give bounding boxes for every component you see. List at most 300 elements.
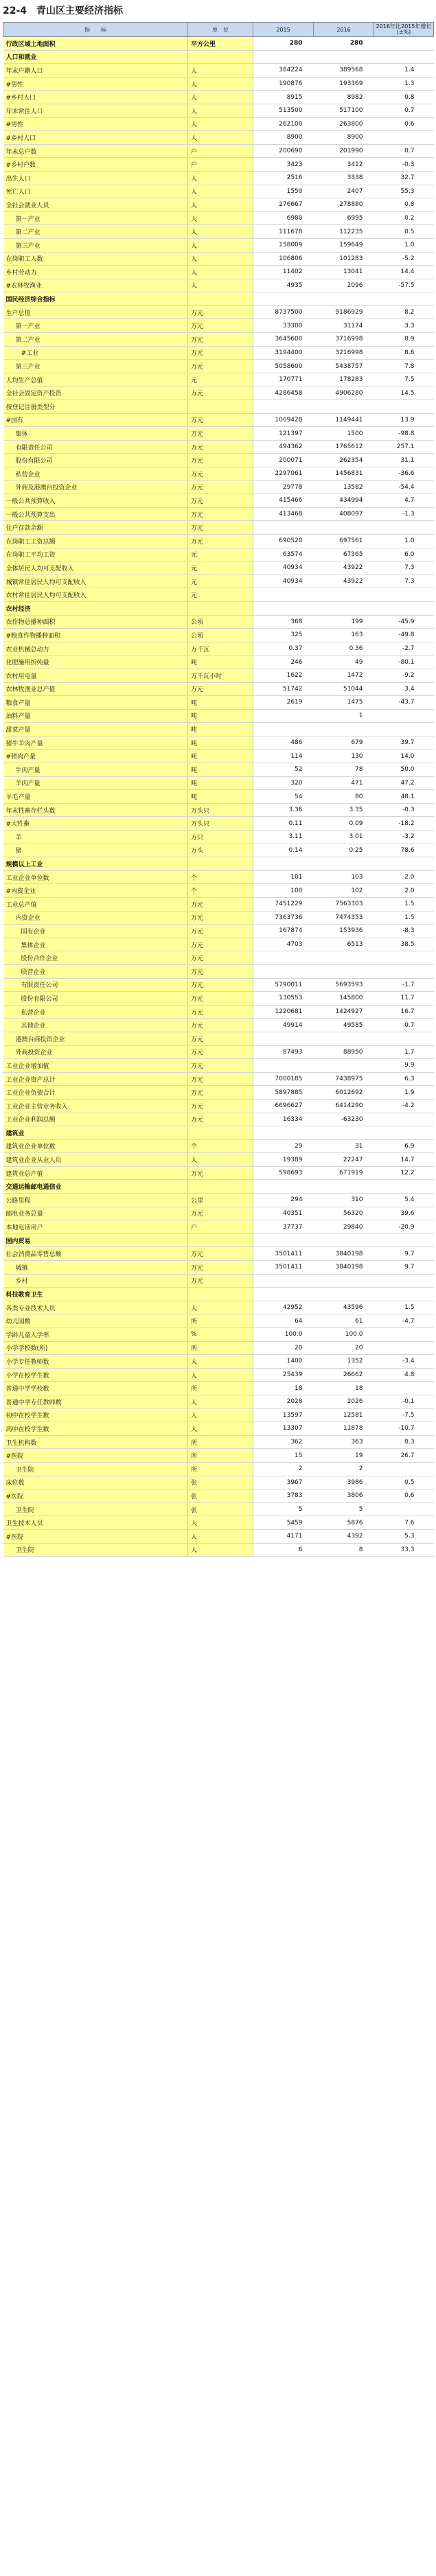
- table-row: [3, 1099, 434, 1113]
- indicator-cell: 农业机械总动力: [3, 642, 188, 655]
- change-cell: 6.0: [374, 548, 434, 561]
- table-row: [3, 1220, 434, 1234]
- table-row: [3, 776, 434, 790]
- table-row: [3, 588, 434, 602]
- value-2016-cell: [314, 857, 374, 871]
- unit-cell: 万元: [188, 346, 253, 360]
- indicator-cell: #乡村户数: [3, 158, 188, 172]
- change-cell: 3.3: [374, 319, 434, 333]
- value-2015-cell: 100.0: [253, 1328, 314, 1342]
- unit-cell: 人: [188, 91, 253, 104]
- change-cell: [374, 1328, 434, 1342]
- indicator-cell: #医院: [3, 1489, 188, 1503]
- unit-cell: 所: [188, 1341, 253, 1355]
- unit-cell: 万元: [188, 1005, 253, 1019]
- unit-cell: 万元: [188, 521, 253, 535]
- table-row: [3, 669, 434, 682]
- table-row: [3, 1019, 434, 1032]
- indicator-cell: #工业: [3, 346, 188, 360]
- table-body: [3, 37, 434, 1557]
- indicator-cell: 第二产业: [3, 333, 188, 347]
- indicator-cell: 工业企业主营业务收入: [3, 1099, 188, 1113]
- indicator-cell: 普通中学专任教师数: [3, 1395, 188, 1408]
- indicator-cell: 农林牧渔业总产值: [3, 682, 188, 696]
- change-cell: [374, 37, 434, 51]
- table-row: [3, 750, 434, 763]
- value-2016-cell: 20: [314, 1341, 374, 1355]
- value-2015-cell: 33300: [253, 319, 314, 333]
- value-2015-cell: 6696627: [253, 1099, 314, 1113]
- value-2016-cell: 5438757: [314, 360, 374, 373]
- indicator-cell: 国民经济综合指标: [3, 292, 188, 306]
- unit-cell: 万元: [188, 911, 253, 925]
- indicator-cell: 外商投资企业: [3, 1045, 188, 1059]
- change-cell: -0.7: [374, 1019, 434, 1032]
- table-row: [3, 723, 434, 736]
- unit-cell: 人: [188, 1422, 253, 1436]
- indicator-cell: 其他企业: [3, 1019, 188, 1032]
- change-cell: 5.4: [374, 1194, 434, 1207]
- indicator-cell: 行政区域土地面积: [3, 37, 188, 51]
- unit-cell: [188, 292, 253, 306]
- change-cell: 2.0: [374, 870, 434, 884]
- unit-cell: 万元: [188, 964, 253, 978]
- indicators-table: [3, 22, 434, 1557]
- table-row: [3, 1328, 434, 1342]
- change-cell: -0.3: [374, 803, 434, 817]
- unit-cell: 所: [188, 1462, 253, 1476]
- value-2016-cell: 18: [314, 1382, 374, 1395]
- change-cell: [374, 400, 434, 414]
- unit-cell: 人: [188, 198, 253, 212]
- value-2016-cell: 193369: [314, 77, 374, 91]
- value-2016-cell: [314, 400, 374, 414]
- unit-cell: 万元: [188, 386, 253, 400]
- value-2015-cell: 8900: [253, 131, 314, 145]
- value-2015-cell: [253, 50, 314, 64]
- value-2016-cell: 61: [314, 1314, 374, 1328]
- table-row: [3, 413, 434, 427]
- indicator-cell: #国有: [3, 413, 188, 427]
- value-2015-cell: 3501411: [253, 1261, 314, 1275]
- indicator-cell: 有限责任公司: [3, 978, 188, 992]
- change-cell: -10.7: [374, 1422, 434, 1436]
- value-2016-cell: 3216998: [314, 346, 374, 360]
- indicator-cell: #乡村人口: [3, 131, 188, 145]
- table-row: [3, 494, 434, 508]
- change-cell: [374, 1462, 434, 1476]
- value-2015-cell: 130553: [253, 992, 314, 1006]
- change-cell: 78.6: [374, 844, 434, 857]
- indicator-cell: 小学学校数(所): [3, 1341, 188, 1355]
- value-2016-cell: 6012692: [314, 1086, 374, 1100]
- change-cell: [374, 521, 434, 535]
- change-cell: [374, 1032, 434, 1045]
- value-2015-cell: 15: [253, 1449, 314, 1463]
- value-2016-cell: 2407: [314, 185, 374, 198]
- table-row: [3, 440, 434, 454]
- table-row: [3, 1449, 434, 1463]
- value-2015-cell: 3967: [253, 1476, 314, 1489]
- unit-cell: 张: [188, 1502, 253, 1516]
- value-2015-cell: 4703: [253, 938, 314, 951]
- indicator-cell: 股份有限公司: [3, 992, 188, 1006]
- unit-cell: 万元: [188, 534, 253, 548]
- change-cell: 50.0: [374, 763, 434, 777]
- value-2015-cell: 5058600: [253, 360, 314, 373]
- value-2015-cell: 42952: [253, 1301, 314, 1314]
- unit-cell: 万元: [188, 1261, 253, 1275]
- indicator-cell: 人口和就业: [3, 50, 188, 64]
- value-2015-cell: 3.11: [253, 831, 314, 844]
- unit-cell: 万元: [188, 1274, 253, 1288]
- value-2016-cell: [314, 521, 374, 535]
- indicator-cell: 国内贸易: [3, 1233, 188, 1247]
- table-row: [3, 467, 434, 481]
- value-2015-cell: 106806: [253, 252, 314, 266]
- value-2015-cell: 362: [253, 1435, 314, 1449]
- indicator-cell: 猪牛羊肉产量: [3, 736, 188, 750]
- change-cell: 1.3: [374, 77, 434, 91]
- change-cell: 39.7: [374, 736, 434, 750]
- value-2016-cell: 1149441: [314, 413, 374, 427]
- indicator-cell: 内资企业: [3, 911, 188, 925]
- value-2015-cell: 415466: [253, 494, 314, 508]
- indicator-cell: #男性: [3, 117, 188, 131]
- value-2016-cell: 51044: [314, 682, 374, 696]
- unit-cell: 吨: [188, 709, 253, 723]
- value-2015-cell: 384224: [253, 64, 314, 78]
- change-cell: 39.6: [374, 1207, 434, 1220]
- value-2015-cell: 368: [253, 615, 314, 629]
- table-row: [3, 615, 434, 629]
- change-cell: [374, 601, 434, 615]
- value-2016-cell: 7474353: [314, 911, 374, 925]
- value-2016-cell: 0.09: [314, 817, 374, 831]
- value-2016-cell: 5876: [314, 1516, 374, 1530]
- unit-cell: 人: [188, 64, 253, 78]
- change-cell: 0.2: [374, 211, 434, 225]
- value-2015-cell: 16334: [253, 1113, 314, 1126]
- table-row: [3, 64, 434, 78]
- value-2015-cell: 111678: [253, 225, 314, 239]
- change-cell: 14.0: [374, 750, 434, 763]
- indicator-cell: 第二产业: [3, 225, 188, 239]
- change-cell: 1.4: [374, 64, 434, 78]
- value-2016-cell: 102: [314, 884, 374, 898]
- indicator-cell: 第三产业: [3, 360, 188, 373]
- table-row: [3, 736, 434, 750]
- indicator-cell: 粮食产量: [3, 696, 188, 710]
- value-2016-cell: 278880: [314, 198, 374, 212]
- value-2015-cell: 2028: [253, 1395, 314, 1408]
- unit-cell: 户: [188, 144, 253, 158]
- value-2015-cell: 325: [253, 629, 314, 642]
- unit-cell: 万元: [188, 413, 253, 427]
- value-2015-cell: 64: [253, 1314, 314, 1328]
- value-2015-cell: 19389: [253, 1153, 314, 1167]
- indicator-cell: 年末牲畜存栏头数: [3, 803, 188, 817]
- indicator-cell: 农村常住居民人均可支配收入: [3, 588, 188, 602]
- value-2016-cell: 671919: [314, 1166, 374, 1180]
- value-2015-cell: 320: [253, 776, 314, 790]
- indicator-cell: 初中在校学生数: [3, 1408, 188, 1422]
- indicator-cell: 交通运输邮电通信业: [3, 1180, 188, 1194]
- table-row: [3, 1261, 434, 1275]
- unit-cell: 人: [188, 1301, 253, 1314]
- change-cell: 0.3: [374, 1435, 434, 1449]
- table-row: [3, 1032, 434, 1045]
- value-2016-cell: 43922: [314, 575, 374, 588]
- value-2015-cell: 167874: [253, 925, 314, 938]
- value-2016-cell: 43922: [314, 561, 374, 575]
- table-row: [3, 898, 434, 912]
- value-2016-cell: 8: [314, 1543, 374, 1557]
- value-2016-cell: 163: [314, 629, 374, 642]
- indicator-cell: 死亡人口: [3, 185, 188, 198]
- value-2015-cell: 0.14: [253, 844, 314, 857]
- unit-cell: 所: [188, 1449, 253, 1463]
- value-2015-cell: 280: [253, 37, 314, 51]
- table-row: [3, 696, 434, 710]
- value-2015-cell: 3783: [253, 1489, 314, 1503]
- value-2015-cell: 7451229: [253, 898, 314, 912]
- unit-cell: 万头: [188, 844, 253, 857]
- change-cell: [374, 1382, 434, 1395]
- value-2016-cell: 11878: [314, 1422, 374, 1436]
- unit-cell: [188, 1126, 253, 1140]
- change-cell: -3.2: [374, 831, 434, 844]
- value-2015-cell: 4171: [253, 1529, 314, 1543]
- value-2015-cell: [253, 964, 314, 978]
- change-cell: [374, 50, 434, 64]
- unit-cell: 万元: [188, 1099, 253, 1113]
- unit-cell: 户: [188, 158, 253, 172]
- value-2015-cell: 2619: [253, 696, 314, 710]
- indicator-cell: 生产总值: [3, 305, 188, 319]
- change-cell: 1.5: [374, 1301, 434, 1314]
- table-row: [3, 1247, 434, 1261]
- value-2016-cell: 1765612: [314, 440, 374, 454]
- indicator-cell: 羊毛产量: [3, 790, 188, 804]
- value-2016-cell: 3716998: [314, 333, 374, 347]
- change-cell: [374, 723, 434, 736]
- table-row: [3, 978, 434, 992]
- indicator-cell: 一般公共预算收入: [3, 494, 188, 508]
- value-2015-cell: 262100: [253, 117, 314, 131]
- value-2015-cell: 101: [253, 870, 314, 884]
- unit-cell: 吨: [188, 655, 253, 669]
- table-row: [3, 266, 434, 279]
- table-row: [3, 454, 434, 467]
- change-cell: 4.8: [374, 1368, 434, 1382]
- table-row: [3, 507, 434, 521]
- indicator-cell: 按登记注册类型分: [3, 400, 188, 414]
- unit-cell: [188, 857, 253, 871]
- indicator-cell: 小学在校学生数: [3, 1368, 188, 1382]
- value-2016-cell: 22247: [314, 1153, 374, 1167]
- value-2016-cell: 3806: [314, 1489, 374, 1503]
- indicator-cell: 学龄儿童入学率: [3, 1328, 188, 1342]
- table-row: [3, 1166, 434, 1180]
- unit-cell: 万元: [188, 305, 253, 319]
- change-cell: 1.5: [374, 911, 434, 925]
- value-2016-cell: 31174: [314, 319, 374, 333]
- table-row: [3, 91, 434, 104]
- table-row: [3, 1045, 434, 1059]
- value-2015-cell: 3194400: [253, 346, 314, 360]
- change-cell: -57.5: [374, 279, 434, 292]
- value-2015-cell: 1400: [253, 1355, 314, 1369]
- value-2016-cell: [314, 1126, 374, 1140]
- table-row: [3, 211, 434, 225]
- unit-cell: 吨: [188, 763, 253, 777]
- table-row: [3, 911, 434, 925]
- change-cell: -43.7: [374, 696, 434, 710]
- unit-cell: 万元: [188, 467, 253, 481]
- change-cell: 32.7: [374, 171, 434, 185]
- value-2016-cell: 26662: [314, 1368, 374, 1382]
- indicator-cell: 有限责任公司: [3, 440, 188, 454]
- indicator-cell: 科技教育卫生: [3, 1288, 188, 1301]
- unit-cell: 个: [188, 884, 253, 898]
- change-cell: 26.7: [374, 1449, 434, 1463]
- value-2016-cell: 56320: [314, 1207, 374, 1220]
- table-row: [3, 548, 434, 561]
- indicator-cell: 建筑业企业从业人员: [3, 1153, 188, 1167]
- value-2015-cell: 4286458: [253, 386, 314, 400]
- indicator-cell: 出生人口: [3, 171, 188, 185]
- table-row: [3, 1435, 434, 1449]
- change-cell: -9.2: [374, 669, 434, 682]
- unit-cell: 公里: [188, 1194, 253, 1207]
- indicator-cell: 化肥施用折纯量: [3, 655, 188, 669]
- value-2016-cell: 1475: [314, 696, 374, 710]
- indicator-cell: 工业企业资产总计: [3, 1072, 188, 1086]
- indicator-cell: #粮食作物播种面积: [3, 629, 188, 642]
- change-cell: [374, 951, 434, 965]
- value-2016-cell: 3412: [314, 158, 374, 172]
- table-row: [3, 117, 434, 131]
- value-2016-cell: 3.01: [314, 831, 374, 844]
- value-2015-cell: 37737: [253, 1220, 314, 1234]
- value-2015-cell: [253, 723, 314, 736]
- unit-cell: 万元: [188, 1166, 253, 1180]
- indicator-cell: 年末常住人口: [3, 104, 188, 117]
- table-row: [3, 561, 434, 575]
- change-cell: 47.2: [374, 776, 434, 790]
- change-cell: 3.4: [374, 682, 434, 696]
- value-2016-cell: 1456831: [314, 467, 374, 481]
- table-row: [3, 992, 434, 1006]
- change-cell: 0.8: [374, 198, 434, 212]
- indicator-cell: 工业总产值: [3, 898, 188, 912]
- indicator-cell: 集体企业: [3, 938, 188, 951]
- value-2016-cell: 12581: [314, 1408, 374, 1422]
- value-2015-cell: [253, 1180, 314, 1194]
- change-cell: 0.7: [374, 144, 434, 158]
- value-2016-cell: 49: [314, 655, 374, 669]
- unit-cell: 万元: [188, 507, 253, 521]
- change-cell: 0.5: [374, 1476, 434, 1489]
- table-row: [3, 1476, 434, 1489]
- value-2016-cell: 1472: [314, 669, 374, 682]
- value-2016-cell: 517100: [314, 104, 374, 117]
- unit-cell: 万元: [188, 1019, 253, 1032]
- table-row: [3, 131, 434, 145]
- section-header-row: [3, 50, 434, 64]
- value-2016-cell: 201990: [314, 144, 374, 158]
- value-2016-cell: 697561: [314, 534, 374, 548]
- change-cell: 0.6: [374, 117, 434, 131]
- value-2016-cell: 1352: [314, 1355, 374, 1369]
- value-2016-cell: 5: [314, 1502, 374, 1516]
- unit-cell: 吨: [188, 790, 253, 804]
- value-2015-cell: 114: [253, 750, 314, 763]
- value-2016-cell: 1: [314, 709, 374, 723]
- header-2016: 2016: [314, 23, 374, 37]
- change-cell: 1.0: [374, 534, 434, 548]
- unit-cell: 人: [188, 1153, 253, 1167]
- indicator-cell: #乡村人口: [3, 91, 188, 104]
- change-cell: -80.1: [374, 655, 434, 669]
- indicator-cell: #医院: [3, 1449, 188, 1463]
- value-2015-cell: 63574: [253, 548, 314, 561]
- value-2015-cell: 494362: [253, 440, 314, 454]
- value-2016-cell: 6513: [314, 938, 374, 951]
- indicator-cell: 羊肉产量: [3, 776, 188, 790]
- indicator-cell: 卫生技术人员: [3, 1516, 188, 1530]
- change-cell: -54.4: [374, 480, 434, 494]
- unit-cell: 人: [188, 131, 253, 145]
- value-2016-cell: 434994: [314, 494, 374, 508]
- value-2016-cell: 130: [314, 750, 374, 763]
- change-cell: 9.7: [374, 1261, 434, 1275]
- indicator-cell: 农作物总播种面积: [3, 615, 188, 629]
- value-2016-cell: 199: [314, 615, 374, 629]
- value-2015-cell: [253, 521, 314, 535]
- table-row: [3, 386, 434, 400]
- value-2016-cell: 13041: [314, 266, 374, 279]
- value-2015-cell: [253, 1032, 314, 1045]
- value-2016-cell: 4392: [314, 1529, 374, 1543]
- header-indicator: 指 标: [3, 23, 188, 37]
- indicator-cell: 社会消费品零售总额: [3, 1247, 188, 1261]
- value-2015-cell: [253, 601, 314, 615]
- value-2016-cell: [314, 1059, 374, 1073]
- value-2016-cell: 159649: [314, 238, 374, 252]
- table-row: [3, 1274, 434, 1288]
- value-2015-cell: 54: [253, 790, 314, 804]
- indicator-cell: 年末总户数: [3, 144, 188, 158]
- table-row: [3, 238, 434, 252]
- table-row: [3, 279, 434, 292]
- change-cell: -1.7: [374, 978, 434, 992]
- unit-cell: 元: [188, 548, 253, 561]
- indicator-cell: 第一产业: [3, 211, 188, 225]
- value-2015-cell: 1009428: [253, 413, 314, 427]
- value-2016-cell: 0.36: [314, 642, 374, 655]
- unit-cell: 万元: [188, 319, 253, 333]
- change-cell: -98.8: [374, 427, 434, 441]
- value-2016-cell: 100.0: [314, 1328, 374, 1342]
- unit-cell: 元: [188, 588, 253, 602]
- indicator-cell: 全社会就业人员: [3, 198, 188, 212]
- unit-cell: 个: [188, 870, 253, 884]
- table-row: [3, 1502, 434, 1516]
- change-cell: [374, 1274, 434, 1288]
- value-2015-cell: 4935: [253, 279, 314, 292]
